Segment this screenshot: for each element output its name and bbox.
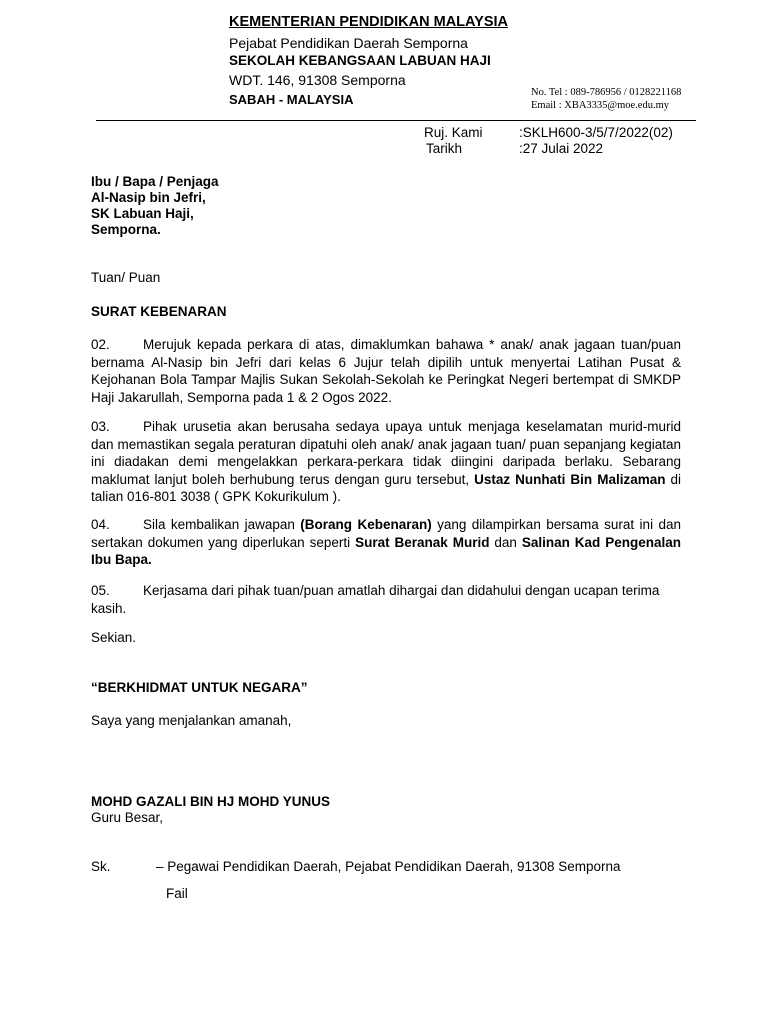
document-parent-ic: Salinan Kad Pengenalan Ibu Bapa. — [91, 534, 682, 567]
paragraph-number: 04. — [91, 517, 110, 532]
paragraph-text: di talian 016-801 3038 ( GPK Kokurikulum ). — [91, 471, 681, 504]
paragraph-number: 05. — [91, 583, 110, 598]
ministry-title: KEMENTERIAN PENDIDIKAN MALAYSIA — [229, 14, 509, 30]
paragraph-text: Merujuk kepada perkara di atas, dimaklumkan bahawa * anak/ anak jagaan tuan/puan bernama Al-Nasip bin Jefri dari kelas 6 Jujur telah dipilih untuk menyertai Latihan Pusat & Kejohanan Bola Tampar Majlis Sukan Sekolah-Sekolah ke Peringkat Negeri bertempat di SMKDP Haji Jakarullah, Semporna pada 1 & 2 Ogos 2022. — [91, 337, 681, 405]
district-office: Pejabat Pendidikan Daerah Semporna — [229, 35, 468, 51]
paragraph-text: yang dilampirkan bersama surat ini dan sertakan dokumen yang diperlukan seperti — [91, 517, 681, 550]
paragraph-03 — [91, 418, 681, 506]
recipient-line: Semporna. — [91, 222, 161, 237]
paragraph-text: Pihak urusetia akan berusaha sedaya upaya untuk menjaga keselamatan murid-murid dan memastikan segala peraturan dipatuhi oleh anak/ anak jagaan tuan/ puan sepanjang kegiatan ini diadakan demi mengelakkan perkara-perkara tidak diingini daripada berlaku. Sebarang maklumat lanjut boleh berhubung terus dengan guru tersebut, — [91, 419, 681, 487]
school-address: WDT. 146, 91308 Semporna — [229, 72, 406, 88]
school-name: SEKOLAH KEBANGSAAN LABUAN HAJI — [229, 53, 491, 68]
cc-file: Fail — [166, 886, 188, 901]
teacher-name: Ustaz Nunhati Bin Malizaman — [474, 471, 666, 487]
paragraph-02 — [91, 336, 681, 406]
salutation: Tuan/ Puan — [91, 270, 161, 285]
paragraph-text: Sila kembalikan jawapan — [143, 517, 301, 532]
motto: “BERKHIDMAT UNTUK NEGARA” — [91, 680, 308, 695]
paragraph-04 — [91, 516, 681, 569]
cc-recipient: – Pegawai Pendidikan Daerah, Pejabat Pendidikan Daerah, 91308 Semporna — [156, 859, 621, 874]
ruj-value: :SKLH600-3/5/7/2022(02) — [519, 125, 673, 140]
signatory-name: MOHD GAZALI BIN HJ MOHD YUNUS — [91, 794, 331, 809]
paragraph-text: dan — [489, 534, 522, 550]
recipient-line: Ibu / Bapa / Penjaga — [91, 174, 219, 189]
amanah-line: Saya yang menjalankan amanah, — [91, 713, 292, 728]
recipient-line: SK Labuan Haji, — [91, 206, 194, 221]
paragraph-05 — [91, 582, 681, 617]
subject: SURAT KEBENARAN — [91, 304, 227, 319]
ruj-label: Ruj. Kami — [424, 125, 483, 140]
recipient-line: Al-Nasip bin Jefri, — [91, 190, 206, 205]
cc-label: Sk. — [91, 859, 111, 874]
letterhead-divider — [96, 120, 696, 121]
tarikh-label: Tarikh — [426, 141, 463, 156]
paragraph-number: 02. — [91, 337, 110, 352]
school-state: SABAH - MALAYSIA — [229, 92, 354, 107]
paragraph-text: Kerjasama dari pihak tuan/puan amatlah dihargai dan didahului dengan ucapan terima kasih. — [91, 583, 660, 616]
signatory-title: Guru Besar, — [91, 810, 164, 825]
tarikh-value: :27 Julai 2022 — [519, 141, 604, 156]
sekian: Sekian. — [91, 630, 137, 645]
form-name: (Borang Kebenaran) — [300, 517, 432, 532]
document-birth-cert: Surat Beranak Murid — [355, 534, 490, 550]
paragraph-number: 03. — [91, 419, 110, 434]
school-phone: No. Tel : 089-786956 / 0128221168 — [531, 87, 682, 98]
school-email: Email : XBA3335@moe.edu.my — [531, 100, 669, 111]
